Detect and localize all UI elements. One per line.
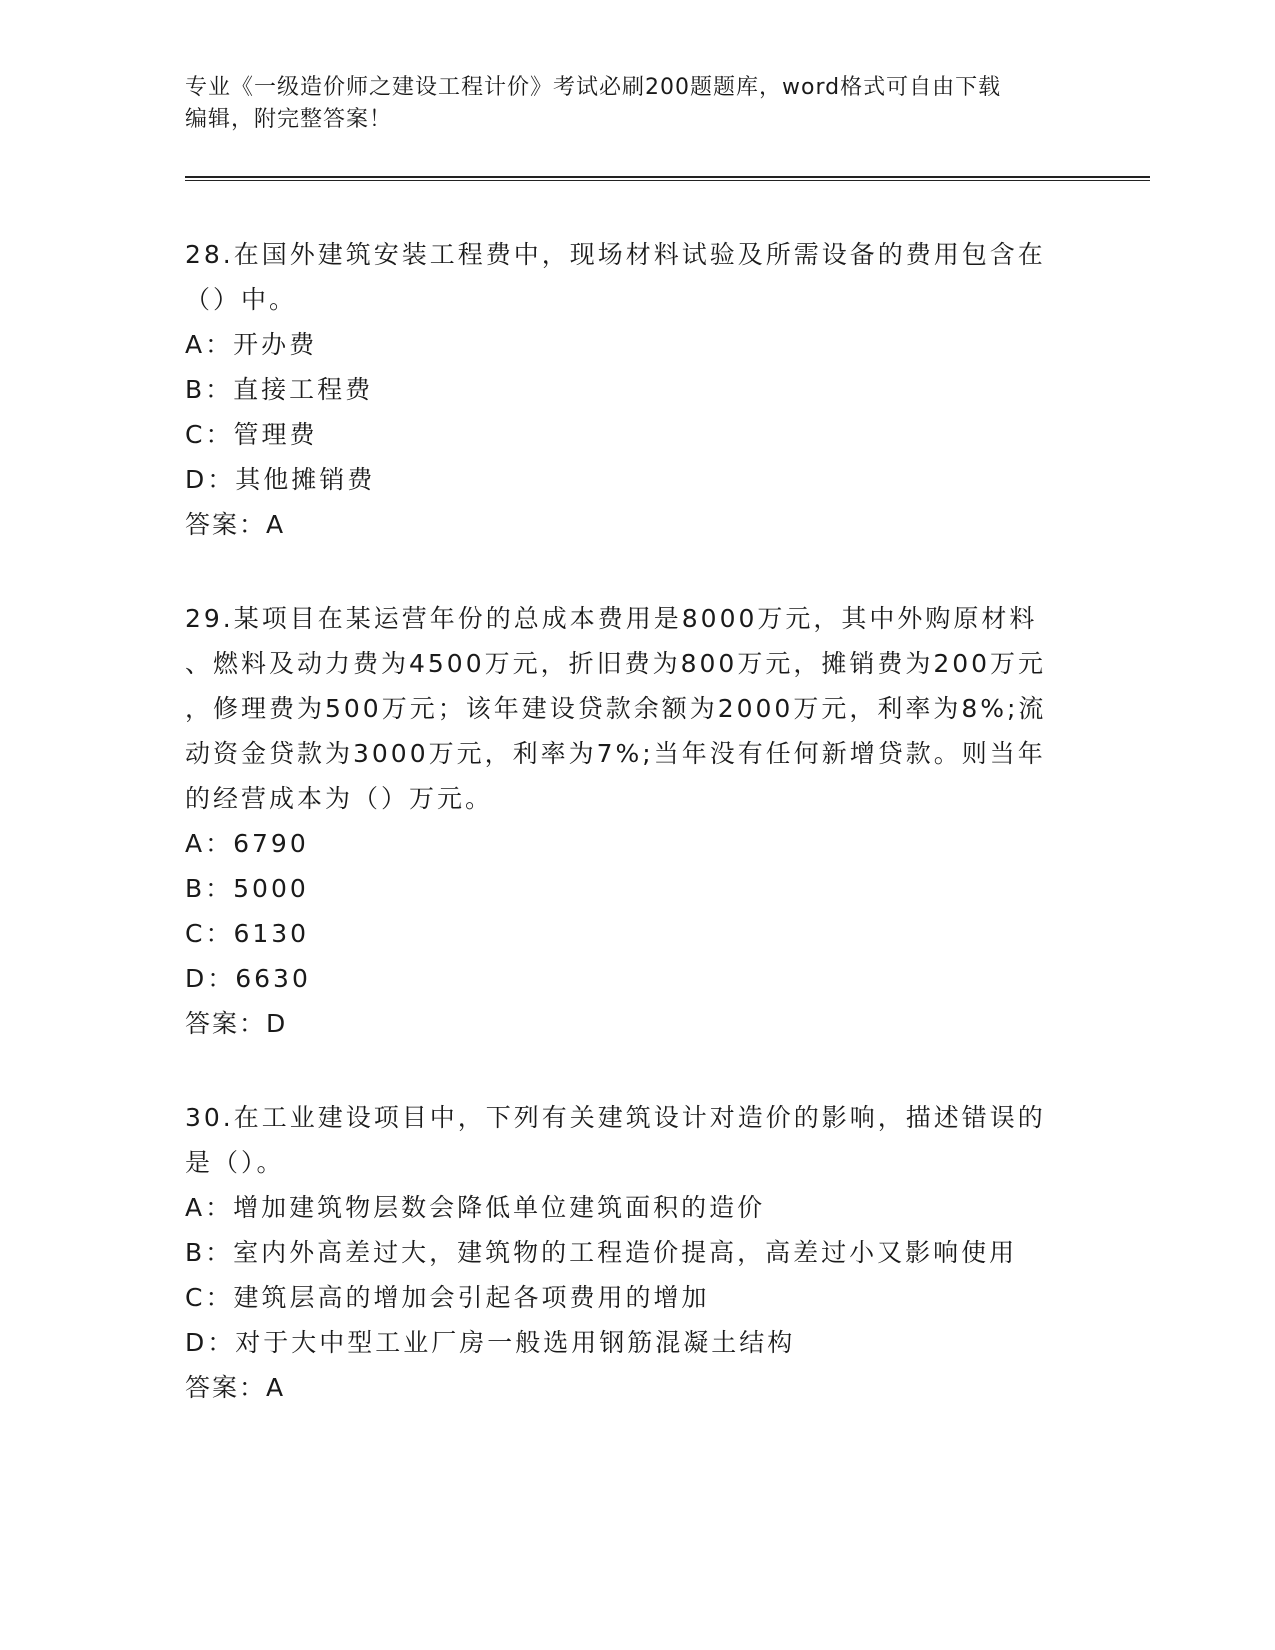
question-stem: ，修理费为500万元；该年建设贷款余额为2000万元，利率为8%;流 [185,694,1047,723]
header-divider [185,176,1150,181]
answer-label: 答案：A [185,510,286,539]
question-28 [185,232,1085,547]
option-d: D：对于大中型工业厂房一般选用钢筋混凝土结构 [185,1328,796,1357]
option-a: A：开办费 [185,330,318,359]
option-a: A：增加建筑物层数会降低单位建筑面积的造价 [185,1193,766,1222]
option-c: C：管理费 [185,420,318,449]
option-d: D：其他摊销费 [185,465,376,494]
option-d: D：6630 [185,964,311,993]
option-c: C：6130 [185,919,310,948]
question-stem: 、燃料及动力费为4500万元，折旧费为800万元，摊销费为200万元 [185,649,1047,678]
question-30 [185,1095,1085,1410]
document-header [185,72,1065,136]
option-b: B：直接工程费 [185,375,374,404]
option-b: B：室内外高差过大，建筑物的工程造价提高，高差过小又影响使用 [185,1238,1018,1267]
question-stem: （）中。 [185,285,298,314]
header-line-1: 专业《一级造价师之建设工程计价》考试必刷200题题库，word格式可自由下载 [185,75,1002,100]
answer-label: 答案：D [185,1009,288,1038]
header-line-2: 编辑，附完整答案！ [185,107,393,132]
question-stem: 是（）。 [185,1148,285,1177]
question-stem: 动资金贷款为3000万元，利率为7%;当年没有任何新增贷款。则当年 [185,739,1046,768]
question-29 [185,596,1085,1046]
option-a: A：6790 [185,829,309,858]
question-stem: 30.在工业建设项目中，下列有关建筑设计对造价的影响，描述错误的 [185,1103,1046,1132]
question-stem: 29.某项目在某运营年份的总成本费用是8000万元，其中外购原材料 [185,604,1038,633]
question-stem: 的经营成本为（）万元。 [185,784,494,813]
answer-label: 答案：A [185,1373,286,1402]
question-stem: 28.在国外建筑安装工程费中，现场材料试验及所需设备的费用包含在 [185,240,1046,269]
option-b: B：5000 [185,874,309,903]
option-c: C：建筑层高的增加会引起各项费用的增加 [185,1283,710,1312]
